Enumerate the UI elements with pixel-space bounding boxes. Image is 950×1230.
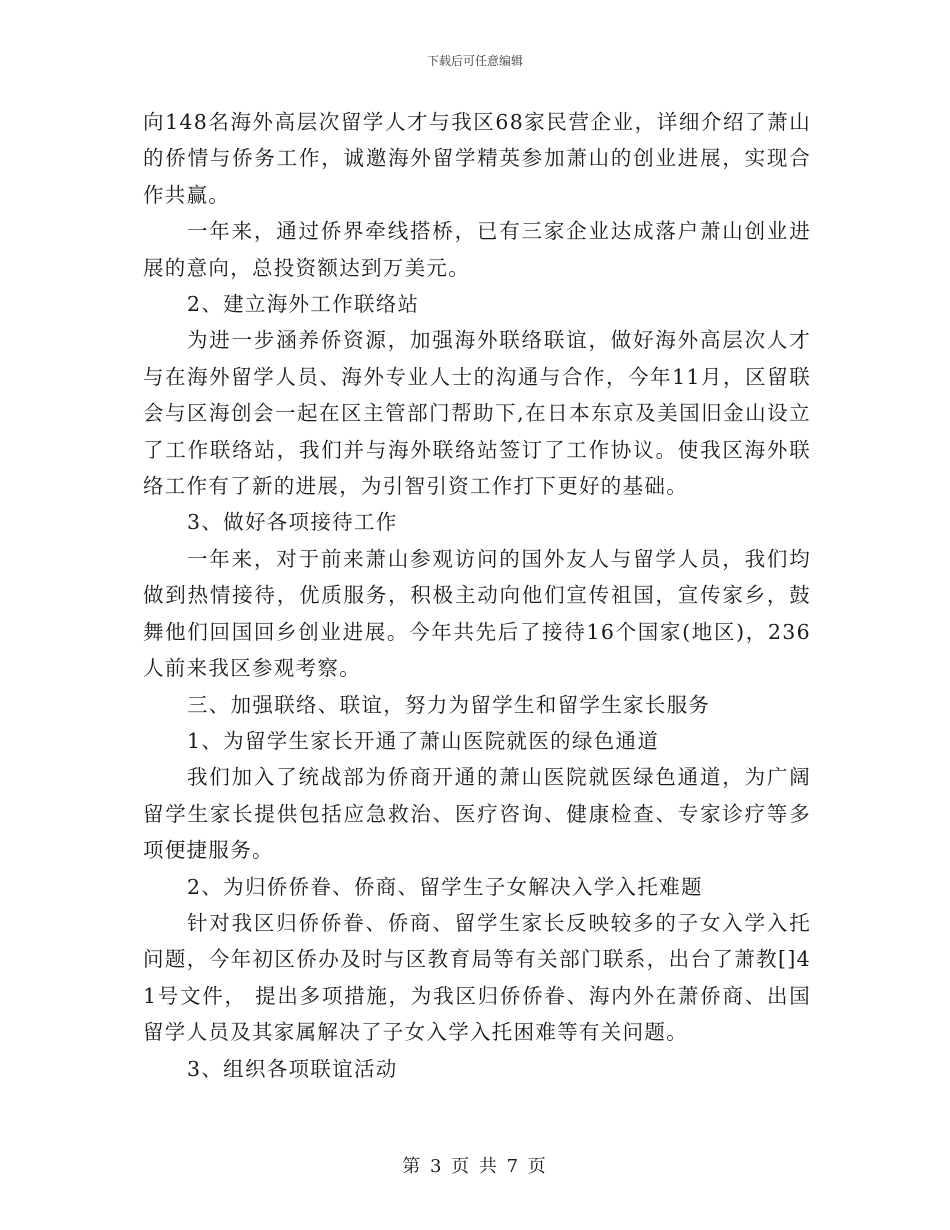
page-number: 第 3 页 共 7 页 (402, 1156, 548, 1177)
section-heading: 3、做好各项接待工作 (187, 510, 398, 535)
paragraph: 一年来，通过侨界牵线搭桥，已有三家企业达成落户萧山创业进展的意向，总投资额达到万美元。 (143, 219, 811, 280)
section-heading: 3、组织各项联谊活动 (187, 1056, 398, 1081)
paragraph: 我们加入了统战部为侨商开通的萧山医院就医绿色通道，为广阔留学生家长提供包括应急救治、医疗咨询、健康检查、专家诊疗等多项便捷服务。 (143, 765, 811, 863)
page-header: 下载后可任意编辑 (426, 54, 523, 68)
paragraph: 为进一步涵养侨资源，加强海外联络联谊，做好海外高层次人才与在海外留学人员、海外专业人士的沟通与合作，今年11月，区留联会与区海创会一起在区主管部门帮助下,在日本东京及美国旧金山设立了工作联络站，我们并与海外联络站签订了工作协议。使我区海外联络工作有了新的进展，为引智引资工作打下更好的基础。 (143, 328, 811, 499)
paragraph: 针对我区归侨侨眷、侨商、留学生家长反映较多的子女入学入托问题，今年初区侨办及时与区教育局等有关部门联系，出台了萧教[]41号文件， 提出多项措施，为我区归侨侨眷、海内外在萧侨商、出国留学人员及其家属解决了子女入学入托困难等有关问题。 (143, 910, 811, 1045)
section-heading: 2、为归侨侨眷、侨商、留学生子女解决入学入托难题 (187, 874, 703, 899)
paragraph: 一年来，对于前来萧山参观访问的国外友人与留学人员，我们均做到热情接待，优质服务，积极主动向他们宣传祖国，宣传家乡，鼓舞他们回国回乡创业进展。今年共先后了接待16个国家(地区)，236人前来我区参观考察。 (143, 546, 811, 681)
document-body (143, 104, 811, 1087)
section-heading: 1、为留学生家长开通了萧山医院就医的绿色通道 (187, 728, 660, 753)
section-heading: 三、加强联络、联谊，努力为留学生和留学生家长服务 (187, 692, 711, 717)
section-heading: 2、建立海外工作联络站 (187, 292, 420, 317)
paragraph: 向148名海外高层次留学人才与我区68家民营企业，详细介绍了萧山的侨情与侨务工作，诚邀海外留学精英参加萧山的创业进展，实现合作共赢。 (143, 110, 811, 207)
